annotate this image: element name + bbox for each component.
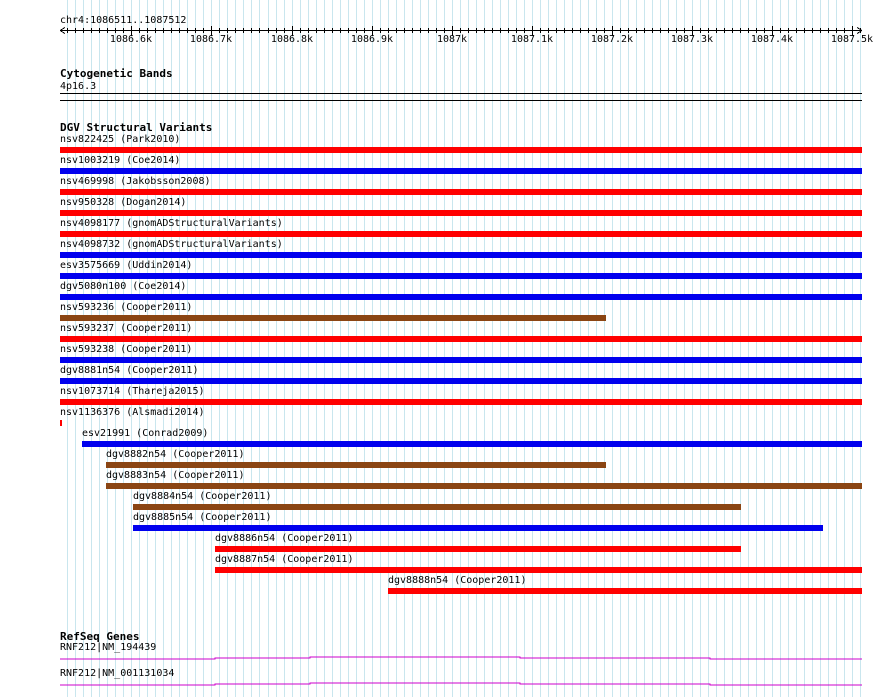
variant-bar[interactable] bbox=[60, 294, 862, 300]
variant-bar[interactable] bbox=[106, 483, 862, 489]
ruler-tick-label: 1086.8k bbox=[270, 34, 314, 45]
variant-bar[interactable] bbox=[60, 378, 862, 384]
dgv-track-title[interactable]: DGV Structural Variants bbox=[60, 121, 213, 134]
ruler-tick-label: 1087.4k bbox=[750, 34, 794, 45]
variant-label[interactable]: nsv822425 (Park2010) bbox=[60, 134, 181, 145]
variant-label[interactable]: dgv8887n54 (Cooper2011) bbox=[215, 554, 354, 565]
variant-label[interactable]: dgv5080n100 (Coe2014) bbox=[60, 281, 187, 292]
variant-label[interactable]: esv21991 (Conrad2009) bbox=[82, 428, 209, 439]
variant-bar[interactable] bbox=[60, 357, 862, 363]
variant-bar[interactable] bbox=[60, 420, 62, 426]
variant-label[interactable]: nsv1073714 (Thareja2015) bbox=[60, 386, 205, 397]
variant-bar[interactable] bbox=[60, 231, 862, 237]
ruler-tick-label: 1086.7k bbox=[189, 34, 233, 45]
gene-label-nm-001131034[interactable]: RNF212|NM_001131034 bbox=[60, 668, 175, 679]
variant-label[interactable]: dgv8886n54 (Cooper2011) bbox=[215, 533, 354, 544]
ruler-tick-label: 1087.3k bbox=[670, 34, 714, 45]
ruler-tick-label: 1087.5k bbox=[830, 34, 874, 45]
variant-bar[interactable] bbox=[82, 441, 862, 447]
variant-bar[interactable] bbox=[215, 546, 741, 552]
refseq-track-title[interactable]: RefSeq Genes bbox=[60, 630, 140, 643]
cytoband-bar[interactable] bbox=[60, 93, 862, 94]
variant-bar[interactable] bbox=[60, 336, 862, 342]
variant-bar[interactable] bbox=[388, 588, 862, 594]
variant-bar[interactable] bbox=[60, 399, 862, 405]
cytoband-label: 4p16.3 bbox=[60, 81, 97, 92]
variant-label[interactable]: dgv8882n54 (Cooper2011) bbox=[106, 449, 245, 460]
variant-label[interactable]: nsv593238 (Cooper2011) bbox=[60, 344, 193, 355]
ruler-tick-label: 1086.6k bbox=[109, 34, 153, 45]
variant-label[interactable]: dgv8888n54 (Cooper2011) bbox=[388, 575, 527, 586]
ruler-tick-label: 1086.9k bbox=[350, 34, 394, 45]
variant-bar[interactable] bbox=[60, 315, 606, 321]
variant-label[interactable]: nsv4098732 (gnomADStructuralVariants) bbox=[60, 239, 283, 250]
ruler-tick-label: 1087k bbox=[436, 34, 468, 45]
position-label: chr4:1086511..1087512 bbox=[60, 15, 187, 26]
variant-bar[interactable] bbox=[133, 504, 741, 510]
variant-label[interactable]: dgv8881n54 (Cooper2011) bbox=[60, 365, 199, 376]
track-divider bbox=[60, 100, 862, 101]
variant-label[interactable]: dgv8883n54 (Cooper2011) bbox=[106, 470, 245, 481]
variant-label[interactable]: nsv593236 (Cooper2011) bbox=[60, 302, 193, 313]
variant-bar[interactable] bbox=[60, 210, 862, 216]
variant-label[interactable]: dgv8884n54 (Cooper2011) bbox=[133, 491, 272, 502]
variant-label[interactable]: nsv1136376 (Alsmadi2014) bbox=[60, 407, 205, 418]
variant-bar[interactable] bbox=[60, 147, 862, 153]
variant-label[interactable]: nsv469998 (Jakobsson2008) bbox=[60, 176, 211, 187]
variant-bar[interactable] bbox=[60, 273, 862, 279]
variant-bar[interactable] bbox=[106, 462, 606, 468]
ruler-tick-label: 1087.2k bbox=[590, 34, 634, 45]
variant-label[interactable]: dgv8885n54 (Cooper2011) bbox=[133, 512, 272, 523]
variant-label[interactable]: nsv4098177 (gnomADStructuralVariants) bbox=[60, 218, 283, 229]
variant-bar[interactable] bbox=[60, 168, 862, 174]
variant-label[interactable]: esv3575669 (Uddin2014) bbox=[60, 260, 193, 271]
variant-bar[interactable] bbox=[60, 252, 862, 258]
variant-label[interactable]: nsv1003219 (Coe2014) bbox=[60, 155, 181, 166]
ruler-tick-label: 1087.1k bbox=[510, 34, 554, 45]
variant-bar[interactable] bbox=[60, 189, 862, 195]
gene-label-nm-194439[interactable]: RNF212|NM_194439 bbox=[60, 642, 157, 653]
variant-bar[interactable] bbox=[215, 567, 862, 573]
variant-bar[interactable] bbox=[133, 525, 823, 531]
variant-label[interactable]: nsv593237 (Cooper2011) bbox=[60, 323, 193, 334]
variant-label[interactable]: nsv950328 (Dogan2014) bbox=[60, 197, 187, 208]
cytoband-track-title[interactable]: Cytogenetic Bands bbox=[60, 67, 173, 80]
